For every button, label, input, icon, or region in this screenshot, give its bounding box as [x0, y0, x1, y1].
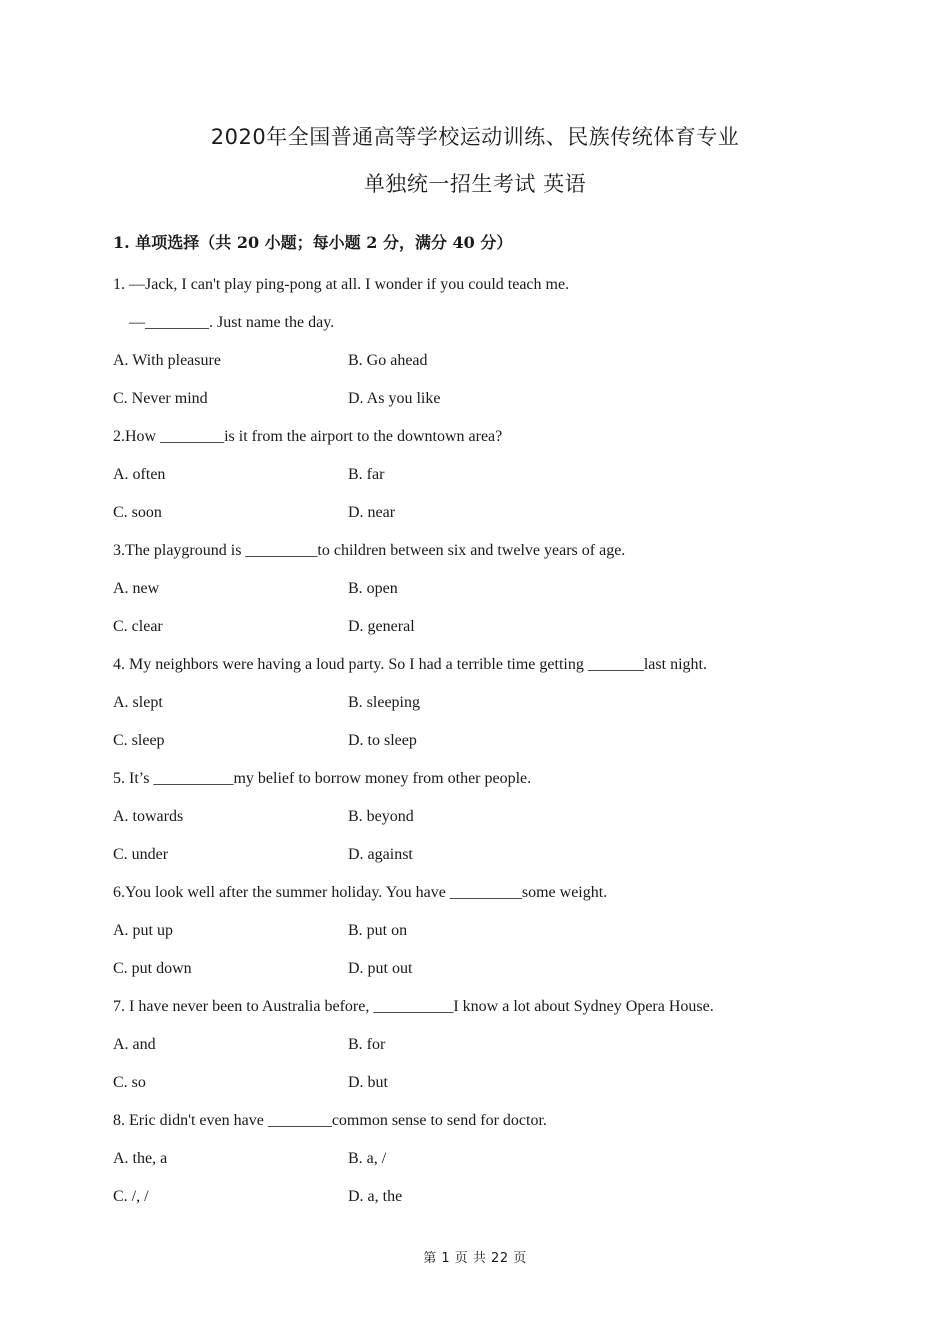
- question-1-stem-response: —________. Just name the day.: [129, 314, 335, 331]
- question-8-option-d: D. a, the: [348, 1188, 403, 1205]
- question-4-option-b: B. sleeping: [348, 694, 420, 711]
- question-6-option-c: C. put down: [113, 960, 192, 977]
- question-8-stem: 8. Eric didn't even have ________common sense to send for doctor.: [113, 1112, 547, 1129]
- question-2-option-b: B. far: [348, 466, 385, 483]
- question-1-stem: 1. —Jack, I can't play ping-pong at all. I wonder if you could teach me.: [113, 276, 570, 293]
- question-4-stem: 4. My neighbors were having a loud party. So I had a terrible time getting _______last night.: [113, 656, 707, 673]
- question-3-option-d: D. general: [348, 618, 415, 635]
- question-4-option-d: D. to sleep: [348, 732, 417, 749]
- question-8-option-a: A. the, a: [113, 1150, 168, 1167]
- question-3-option-a: A. new: [113, 580, 160, 597]
- page-footer: 第 1 页 共 22 页: [423, 1251, 527, 1266]
- question-1-option-a: A. With pleasure: [113, 352, 221, 369]
- question-2-option-d: D. near: [348, 504, 396, 521]
- document-title-line1: 2020年全国普通高等学校运动训练、民族传统体育专业: [210, 125, 740, 149]
- question-7-option-b: B. for: [348, 1036, 386, 1053]
- question-1-option-d: D. As you like: [348, 390, 441, 407]
- question-1-option-c: C. Never mind: [113, 390, 208, 407]
- section-heading: 1. 单项选择（共 20 小题；每小题 2 分，满分 40 分）: [113, 233, 513, 252]
- question-6-stem: 6.You look well after the summer holiday. You have _________some weight.: [113, 884, 608, 901]
- question-3-option-c: C. clear: [113, 618, 163, 635]
- question-6-option-a: A. put up: [113, 922, 173, 939]
- question-6-option-b: B. put on: [348, 922, 408, 939]
- question-2-stem: 2.How ________is it from the airport to the downtown area?: [113, 428, 503, 445]
- question-6-option-d: D. put out: [348, 960, 413, 977]
- question-4-option-a: A. slept: [113, 694, 163, 711]
- question-2-option-c: C. soon: [113, 504, 162, 521]
- question-5-option-c: C. under: [113, 846, 169, 863]
- question-3-stem: 3.The playground is _________to children between six and twelve years of age.: [113, 542, 626, 559]
- question-7-option-d: D. but: [348, 1074, 388, 1091]
- question-2-option-a: A. often: [113, 466, 166, 483]
- question-1-option-b: B. Go ahead: [348, 352, 428, 369]
- question-3-option-b: B. open: [348, 580, 398, 597]
- question-8-option-b: B. a, /: [348, 1150, 387, 1167]
- question-7-option-a: A. and: [113, 1036, 156, 1053]
- question-5-option-b: B. beyond: [348, 808, 414, 825]
- question-5-option-d: D. against: [348, 846, 413, 863]
- question-4-option-c: C. sleep: [113, 732, 165, 749]
- question-5-stem: 5. It’s __________my belief to borrow money from other people.: [113, 770, 532, 787]
- document-title-line2: 单独统一招生考试 英语: [363, 172, 587, 196]
- question-7-stem: 7. I have never been to Australia before, __________I know a lot about Sydney Opera House.: [113, 998, 714, 1015]
- question-8-option-c: C. /, /: [113, 1188, 149, 1205]
- question-7-option-c: C. so: [113, 1074, 146, 1091]
- question-5-option-a: A. towards: [113, 808, 184, 825]
